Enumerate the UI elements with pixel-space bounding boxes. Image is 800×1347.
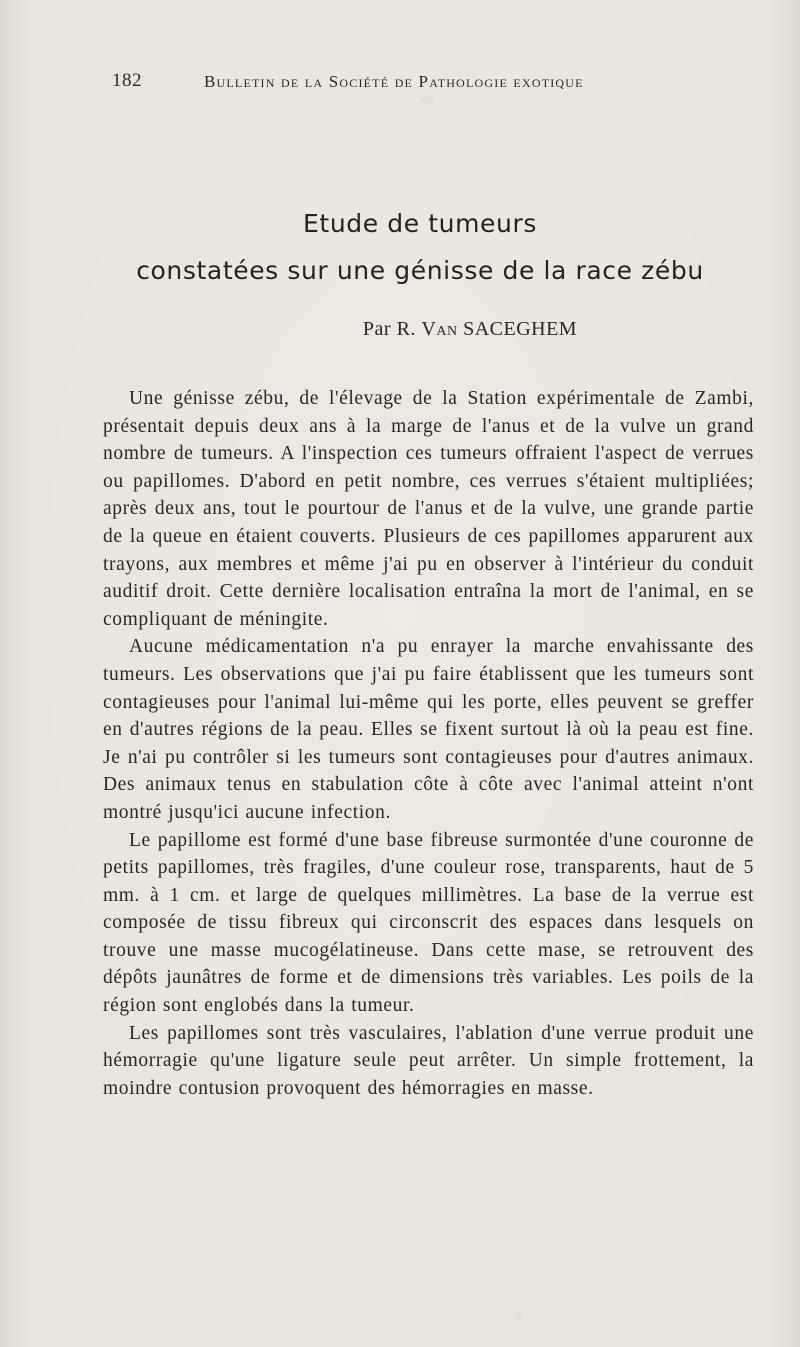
article-body (103, 385, 754, 1102)
author-surname: SACEGHEM (457, 318, 578, 340)
title-line-2: constatées sur une génisse de la race zébu (136, 256, 704, 285)
running-head (112, 70, 672, 100)
article-title (100, 200, 740, 294)
page-number: 182 (112, 70, 142, 91)
journal-title: Bulletin de la Société de Pathologie exotique (204, 72, 584, 91)
title-line-1: Etude de tumeurs (303, 209, 537, 238)
paragraph: Aucune médicamentation n'a pu enrayer la marche envahissante des tumeurs. Les observations que j'ai pu faire établissent que les tumeurs sont contagieuses pour l'animal lui-même qui les porte, elles peuvent se greffer en d'autres régions de la peau. Elles se fixent surtout là où la peau est fine. Je n'ai pu contrôler si les tumeurs sont contagieuses pour d'autres animaux. Des animaux tenus en stabulation côte à côte avec l'animal atteint n'ont montré jusqu'ici aucune infection. (103, 636, 754, 823)
ink-speck (515, 1312, 523, 1320)
author-prefix: Par R. (362, 318, 422, 340)
paragraph: Le papillome est formé d'une base fibreuse surmontée d'une couronne de petits papillomes, très fragiles, d'une couleur rose, transparents, haut de 5 mm. à 1 cm. et large de quelques millimètres. La base de la verrue est composée de tissu fibreux qui circonscrit des espaces dans lesquels on trouve une masse mucogélatineuse. Dans cette mase, se retrouvent des dépôts jaunâtres de forme et de dimensions très variables. Les poils de la région sont englobés dans la tumeur. (103, 829, 754, 1017)
paragraph: Les papillomes sont très vasculaires, l'ablation d'une verrue produit une hémorragie qu'une ligature seule peut arrêter. Un simple frottement, la moindre contusion provoquent des hémorragies en masse. (103, 1022, 754, 1099)
paragraph: Une génisse zébu, de l'élevage de la Station expérimentale de Zambi, présentait depuis deux ans à la marge de l'anus et de la vulve un grand nombre de tumeurs. A l'inspection ces tumeurs offraient l'aspect de verrues ou papillomes. D'abord en petit nombre, ces verrues s'étaient multipliées; après deux ans, tout le pourtour de l'anus et de la vulve, une grande partie de la queue en étaient couverts. Plusieurs de ces papillomes apparurent aux trayons, aux membres et même j'ai pu en observer à l'intérieur du conduit auditif droit. Cette dernière localisation entraîna la mort de l'animal, en se compliquant de méningite. (103, 388, 754, 630)
author-byline (200, 318, 740, 341)
author-name-particle: Van (421, 318, 458, 340)
